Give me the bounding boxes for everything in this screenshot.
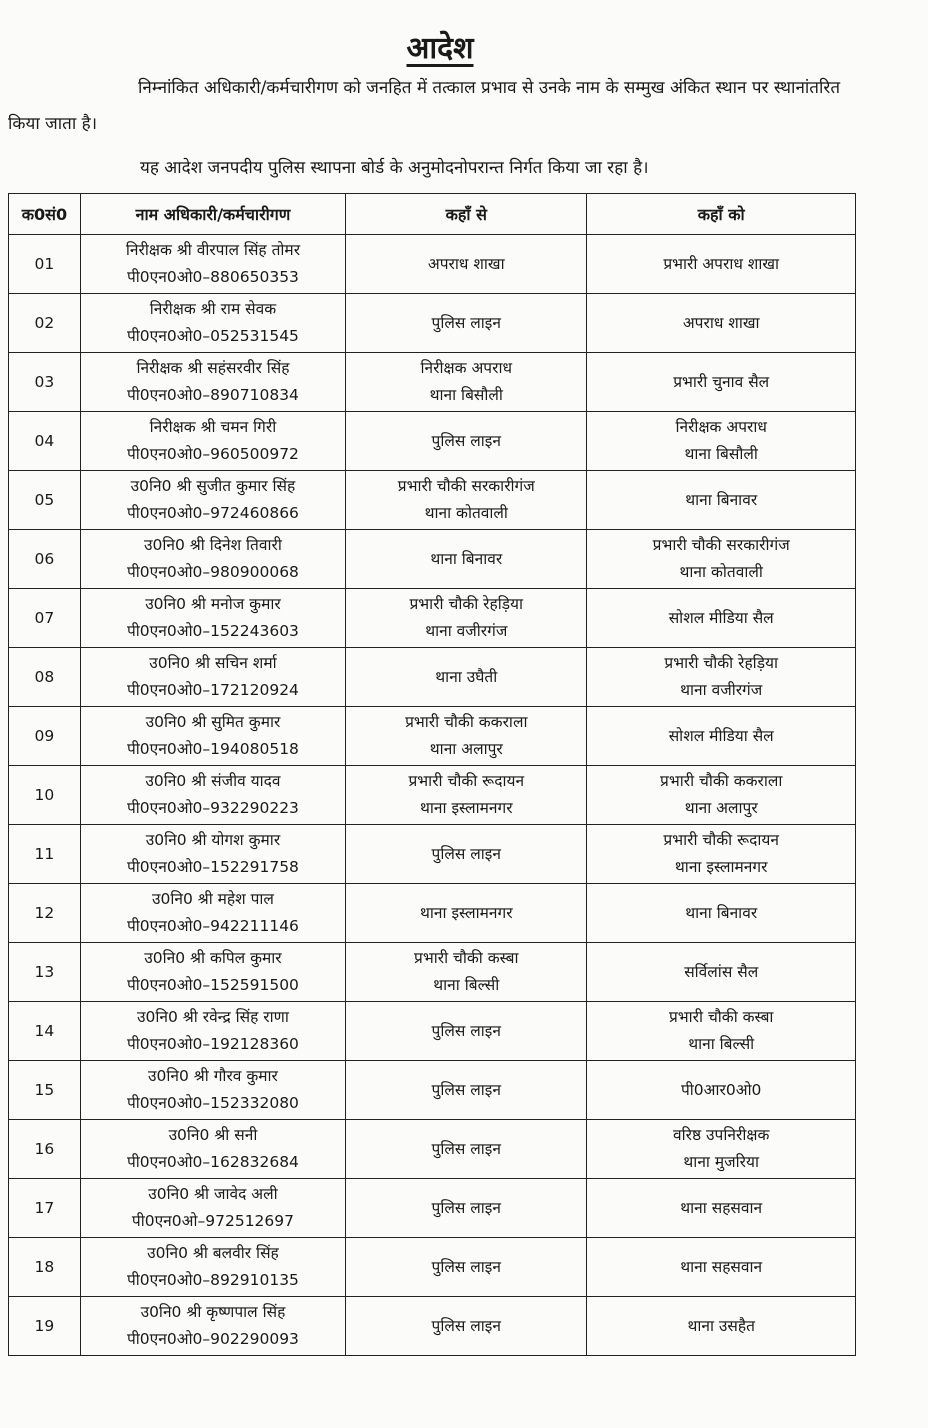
cell-from-from1: प्रभारी चौकी सरकारीगंज bbox=[397, 477, 535, 495]
cell-from bbox=[346, 1179, 587, 1238]
cell-serial bbox=[9, 471, 81, 530]
cell-name-pno: पी0एन0ओ0–052531545 bbox=[126, 327, 299, 345]
cell-to-to2: थाना इस्लामनगर bbox=[674, 858, 768, 876]
cell-to bbox=[587, 1120, 856, 1179]
cell-from bbox=[346, 589, 587, 648]
cell-name-pno: पी0एन0ओ0–152243603 bbox=[126, 622, 299, 640]
cell-serial bbox=[9, 707, 81, 766]
cell-to bbox=[587, 1002, 856, 1061]
cell-name bbox=[80, 825, 345, 884]
table-row bbox=[9, 1120, 856, 1179]
table-header-row bbox=[9, 194, 856, 235]
cell-name bbox=[80, 1179, 345, 1238]
cell-name-name: उ0नि0 श्री सुजीत कुमार सिंह bbox=[130, 477, 296, 495]
cell-to-to1: प्रभारी चुनाव सैल bbox=[673, 372, 770, 391]
cell-name-name: उ0नि0 श्री सचिन शर्मा bbox=[149, 654, 277, 672]
table-row bbox=[9, 884, 856, 943]
cell-name bbox=[80, 294, 345, 353]
cell-serial bbox=[9, 648, 81, 707]
table-row bbox=[9, 353, 856, 412]
header-name: नाम अधिकारी/कर्मचारीगण bbox=[80, 194, 345, 235]
cell-to-to1: सर्विलांस सैल bbox=[684, 962, 759, 981]
table-row bbox=[9, 707, 856, 766]
cell-serial-sn: 07 bbox=[34, 608, 55, 627]
cell-name-pno: पी0एन0ओ0–172120924 bbox=[126, 681, 299, 699]
cell-serial-sn: 17 bbox=[34, 1198, 55, 1217]
cell-from bbox=[346, 884, 587, 943]
cell-name-pno: पी0एन0ओ0–194080518 bbox=[126, 740, 299, 758]
cell-name bbox=[80, 1238, 345, 1297]
cell-from bbox=[346, 943, 587, 1002]
cell-serial bbox=[9, 884, 81, 943]
cell-from bbox=[346, 1002, 587, 1061]
cell-to bbox=[587, 353, 856, 412]
table-row bbox=[9, 1238, 856, 1297]
cell-from-from1: निरीक्षक अपराध bbox=[420, 359, 512, 377]
cell-name-name: उ0नि0 श्री कृष्णपाल सिंह bbox=[140, 1303, 286, 1321]
cell-name-name: उ0नि0 श्री कपिल कुमार bbox=[144, 949, 282, 967]
cell-name-pno: पी0एन0ओ0–152591500 bbox=[126, 976, 299, 994]
cell-name bbox=[80, 766, 345, 825]
cell-name-name: उ0नि0 श्री संजीव यादव bbox=[145, 772, 281, 790]
cell-to bbox=[587, 471, 856, 530]
cell-name bbox=[80, 235, 345, 294]
transfer-table bbox=[8, 193, 856, 1356]
cell-to-to1: पी0आर0ओ0 bbox=[680, 1080, 762, 1099]
header-to: कहाँ को bbox=[587, 194, 856, 235]
cell-from bbox=[346, 353, 587, 412]
cell-from-from1: पुलिस लाइन bbox=[431, 1316, 502, 1335]
cell-to bbox=[587, 235, 856, 294]
cell-serial-sn: 15 bbox=[34, 1080, 55, 1099]
cell-from-from1: थाना इस्लामनगर bbox=[419, 903, 513, 922]
cell-serial-sn: 02 bbox=[34, 313, 55, 332]
cell-from-from2: थाना कोतवाली bbox=[424, 504, 508, 522]
cell-to bbox=[587, 648, 856, 707]
cell-to-to1: प्रभारी चौकी ककराला bbox=[660, 772, 783, 790]
cell-from-from2: थाना बिसौली bbox=[429, 386, 503, 404]
cell-to bbox=[587, 530, 856, 589]
cell-to-to1: सोशल मीडिया सैल bbox=[668, 726, 774, 745]
cell-from bbox=[346, 707, 587, 766]
cell-name bbox=[80, 943, 345, 1002]
cell-to-to2: थाना कोतवाली bbox=[679, 563, 763, 581]
cell-name-pno: पी0एन0ओ0–980900068 bbox=[126, 563, 299, 581]
cell-to-to2: थाना वजीरगंज bbox=[680, 681, 763, 699]
cell-to bbox=[587, 412, 856, 471]
cell-name bbox=[80, 412, 345, 471]
cell-from bbox=[346, 1238, 587, 1297]
cell-name-pno: पी0एन0ओ0–152291758 bbox=[126, 858, 299, 876]
cell-name-name: उ0नि0 श्री महेश पाल bbox=[151, 890, 274, 908]
cell-from bbox=[346, 412, 587, 471]
cell-serial bbox=[9, 1179, 81, 1238]
header-from: कहाँ से bbox=[346, 194, 587, 235]
cell-name-name: उ0नि0 श्री दिनेश तिवारी bbox=[144, 536, 282, 554]
cell-from-from1: पुलिस लाइन bbox=[431, 1257, 502, 1276]
cell-from-from1: अपराध शाखा bbox=[427, 254, 505, 273]
cell-name bbox=[80, 648, 345, 707]
order-paragraph-2: यह आदेश जनपदीय पुलिस स्थापना बोर्ड के अनुमोदनोपरान्त निर्गत किया जा रहा है। bbox=[140, 158, 649, 178]
cell-to bbox=[587, 825, 856, 884]
cell-serial-sn: 13 bbox=[34, 962, 55, 981]
cell-from-from1: पुलिस लाइन bbox=[431, 313, 502, 332]
cell-from-from1: पुलिस लाइन bbox=[431, 431, 502, 450]
table-row bbox=[9, 1002, 856, 1061]
order-paragraph-1: निम्नांकित अधिकारी/कर्मचारीगण को जनहित में तत्काल प्रभाव से उनके नाम के सम्मुख अंकित स्थान पर स्थानांतरित किया जाता है। bbox=[8, 78, 841, 134]
cell-serial-sn: 03 bbox=[34, 372, 55, 391]
cell-to-to1: थाना सहसवान bbox=[680, 1257, 763, 1276]
cell-from-from1: पुलिस लाइन bbox=[431, 844, 502, 863]
cell-serial-sn: 19 bbox=[34, 1316, 55, 1335]
cell-name-name: उ0नि0 श्री सनी bbox=[168, 1126, 258, 1144]
cell-to-to2: थाना बिल्सी bbox=[688, 1035, 755, 1053]
cell-serial bbox=[9, 825, 81, 884]
cell-serial bbox=[9, 766, 81, 825]
cell-to bbox=[587, 766, 856, 825]
cell-serial bbox=[9, 943, 81, 1002]
cell-from bbox=[346, 530, 587, 589]
table-row bbox=[9, 766, 856, 825]
cell-serial bbox=[9, 1061, 81, 1120]
cell-to-to1: थाना बिनावर bbox=[685, 903, 758, 922]
cell-from-from1: प्रभारी चौकी ककराला bbox=[405, 713, 528, 731]
cell-name-name: निरीक्षक श्री चमन गिरी bbox=[149, 418, 277, 436]
cell-name-pno: पी0एन0ओ0–880650353 bbox=[126, 268, 299, 286]
cell-serial bbox=[9, 412, 81, 471]
table-row bbox=[9, 1061, 856, 1120]
cell-to-to1: निरीक्षक अपराध bbox=[675, 418, 767, 436]
table-row bbox=[9, 1297, 856, 1356]
cell-name-name: उ0नि0 श्री रवेन्द्र सिंह राणा bbox=[137, 1008, 289, 1026]
cell-serial-sn: 05 bbox=[34, 490, 55, 509]
table-row bbox=[9, 412, 856, 471]
cell-name-name: निरीक्षक श्री वीरपाल सिंह तोमर bbox=[125, 241, 301, 259]
cell-from bbox=[346, 294, 587, 353]
cell-serial-sn: 14 bbox=[34, 1021, 55, 1040]
cell-from bbox=[346, 1061, 587, 1120]
cell-name-name: उ0नि0 श्री योगश कुमार bbox=[145, 831, 281, 849]
cell-serial-sn: 08 bbox=[34, 667, 55, 686]
cell-from-from2: थाना इस्लामनगर bbox=[419, 799, 513, 817]
cell-from-from2: थाना अलापुर bbox=[429, 740, 503, 758]
cell-to-to1: थाना बिनावर bbox=[685, 490, 758, 509]
table-row bbox=[9, 1179, 856, 1238]
cell-name-pno: पी0एन0ओ0–972460866 bbox=[126, 504, 299, 522]
cell-to bbox=[587, 1297, 856, 1356]
cell-to-to1: अपराध शाखा bbox=[682, 313, 760, 332]
document-title bbox=[0, 26, 880, 67]
table-row bbox=[9, 825, 856, 884]
cell-from bbox=[346, 825, 587, 884]
cell-name-pno: पी0एन0ओ0–902290093 bbox=[126, 1330, 299, 1348]
cell-serial bbox=[9, 530, 81, 589]
cell-name-name: उ0नि0 श्री जावेद अली bbox=[148, 1185, 278, 1203]
cell-serial-sn: 16 bbox=[34, 1139, 55, 1158]
cell-name-name: निरीक्षक श्री सहंसरवीर सिंह bbox=[136, 359, 290, 377]
cell-from-from1: थाना बिनावर bbox=[430, 549, 503, 568]
cell-to bbox=[587, 707, 856, 766]
table-row bbox=[9, 530, 856, 589]
cell-to-to1: प्रभारी चौकी रूदायन bbox=[663, 831, 779, 849]
cell-name-pno: पी0एन0ओ0–892910135 bbox=[126, 1271, 299, 1289]
cell-from-from1: पुलिस लाइन bbox=[431, 1198, 502, 1217]
cell-serial-sn: 09 bbox=[34, 726, 55, 745]
cell-serial bbox=[9, 1238, 81, 1297]
cell-name-pno: पी0एन0ओ0–152332080 bbox=[126, 1094, 299, 1112]
cell-from bbox=[346, 766, 587, 825]
cell-serial-sn: 12 bbox=[34, 903, 55, 922]
table-row bbox=[9, 235, 856, 294]
cell-name bbox=[80, 530, 345, 589]
cell-name-pno: पी0एन0ओ0–960500972 bbox=[126, 445, 299, 463]
cell-from bbox=[346, 471, 587, 530]
cell-serial bbox=[9, 235, 81, 294]
table-row bbox=[9, 471, 856, 530]
cell-name-name: उ0नि0 श्री मनोज कुमार bbox=[145, 595, 281, 613]
header-serial: क0सं0 bbox=[9, 194, 81, 235]
table-row bbox=[9, 943, 856, 1002]
cell-name bbox=[80, 1002, 345, 1061]
cell-from-from1: पुलिस लाइन bbox=[431, 1080, 502, 1099]
cell-name-name: उ0नि0 श्री बलवीर सिंह bbox=[147, 1244, 279, 1262]
cell-name bbox=[80, 884, 345, 943]
cell-to-to1: प्रभारी चौकी कस्बा bbox=[668, 1008, 774, 1026]
cell-to bbox=[587, 1061, 856, 1120]
cell-name-name: उ0नि0 श्री सुमित कुमार bbox=[145, 713, 281, 731]
cell-to-to1: वरिष्ठ उपनिरीक्षक bbox=[673, 1126, 770, 1144]
cell-name bbox=[80, 1297, 345, 1356]
cell-to bbox=[587, 884, 856, 943]
cell-name bbox=[80, 353, 345, 412]
cell-from-from1: पुलिस लाइन bbox=[431, 1021, 502, 1040]
cell-from bbox=[346, 1120, 587, 1179]
cell-serial bbox=[9, 1120, 81, 1179]
cell-name-name: निरीक्षक श्री राम सेवक bbox=[149, 300, 277, 318]
cell-name-pno: पी0एन0ओ0–890710834 bbox=[126, 386, 299, 404]
cell-to bbox=[587, 1238, 856, 1297]
cell-from-from1: पुलिस लाइन bbox=[431, 1139, 502, 1158]
cell-serial bbox=[9, 589, 81, 648]
table-row bbox=[9, 648, 856, 707]
cell-from bbox=[346, 235, 587, 294]
cell-to-to2: थाना मुजरिया bbox=[683, 1153, 759, 1171]
cell-name bbox=[80, 1061, 345, 1120]
cell-to-to2: थाना बिसौली bbox=[684, 445, 758, 463]
cell-from-from2: थाना बिल्सी bbox=[433, 976, 500, 994]
cell-from bbox=[346, 1297, 587, 1356]
cell-from-from1: प्रभारी चौकी रूदायन bbox=[408, 772, 525, 790]
cell-name bbox=[80, 589, 345, 648]
cell-to-to2: थाना अलापुर bbox=[684, 799, 758, 817]
cell-to-to1: सोशल मीडिया सैल bbox=[668, 608, 774, 627]
table-row bbox=[9, 589, 856, 648]
cell-from-from1: प्रभारी चौकी कस्बा bbox=[414, 949, 519, 967]
cell-to-to1: थाना सहसवान bbox=[680, 1198, 763, 1217]
cell-serial bbox=[9, 353, 81, 412]
cell-to-to1: थाना उसहैत bbox=[687, 1316, 755, 1335]
cell-serial-sn: 01 bbox=[34, 254, 55, 273]
table-row bbox=[9, 294, 856, 353]
cell-to bbox=[587, 294, 856, 353]
cell-name bbox=[80, 471, 345, 530]
cell-to-to1: प्रभारी चौकी सरकारीगंज bbox=[652, 536, 790, 554]
document-title-text: आदेश bbox=[406, 31, 474, 66]
cell-name bbox=[80, 1120, 345, 1179]
cell-name-name: उ0नि0 श्री गौरव कुमार bbox=[148, 1067, 278, 1085]
cell-name-pno: पी0एन0ओ0–192128360 bbox=[126, 1035, 299, 1053]
cell-from-from2: थाना वजीरगंज bbox=[425, 622, 508, 640]
cell-serial bbox=[9, 294, 81, 353]
cell-serial-sn: 10 bbox=[34, 785, 55, 804]
cell-name-pno: पी0एन0ओ0–942211146 bbox=[126, 917, 299, 935]
cell-serial-sn: 11 bbox=[34, 844, 55, 863]
cell-to bbox=[587, 1179, 856, 1238]
cell-name-pno: पी0एन0ओ0–932290223 bbox=[126, 799, 299, 817]
cell-to-to1: प्रभारी अपराध शाखा bbox=[663, 254, 780, 273]
cell-serial bbox=[9, 1297, 81, 1356]
cell-serial bbox=[9, 1002, 81, 1061]
cell-to-to1: प्रभारी चौकी रेहड़िया bbox=[664, 654, 778, 672]
cell-from-from1: प्रभारी चौकी रेहड़िया bbox=[409, 595, 524, 613]
cell-to bbox=[587, 589, 856, 648]
cell-name bbox=[80, 707, 345, 766]
cell-from bbox=[346, 648, 587, 707]
cell-serial-sn: 04 bbox=[34, 431, 55, 450]
cell-to bbox=[587, 943, 856, 1002]
cell-name-pno: पी0एन0ओ–972512697 bbox=[131, 1212, 294, 1230]
cell-serial-sn: 06 bbox=[34, 549, 55, 568]
cell-from-from1: थाना उघैती bbox=[435, 667, 498, 686]
cell-name-pno: पी0एन0ओ0–162832684 bbox=[126, 1153, 299, 1171]
cell-serial-sn: 18 bbox=[34, 1257, 55, 1276]
